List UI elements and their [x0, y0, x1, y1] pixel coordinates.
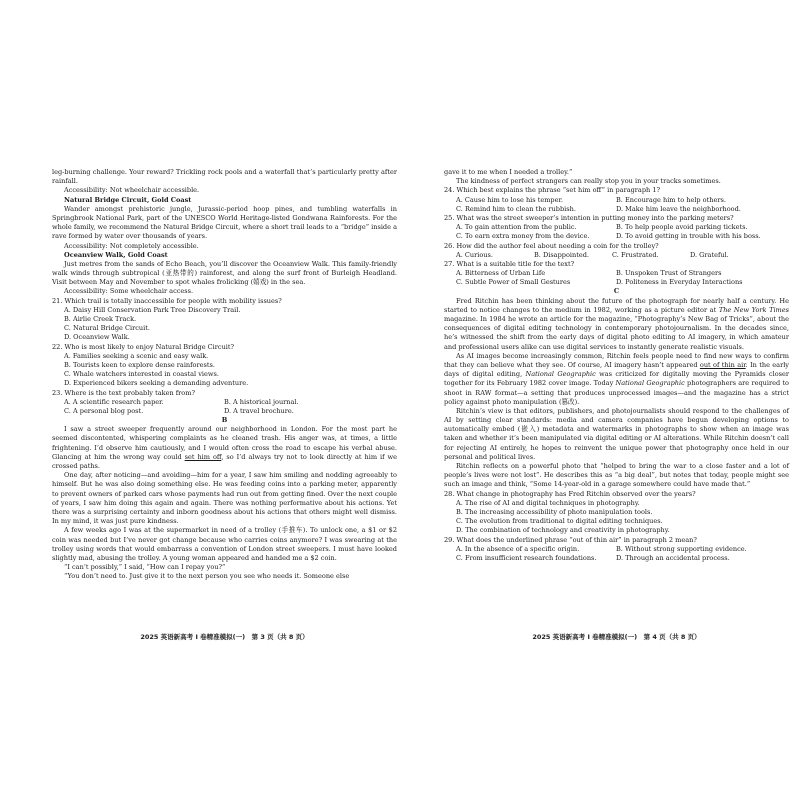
accessibility-note: Accessibility: Some wheelchair access. — [64, 287, 194, 296]
passage-b-paragraph: “I can’t possibly,” I said, “How can I repay you?” — [64, 563, 226, 572]
trail-description: Just metres from the sands of Echo Beach, you’ll discover the Oceanview Walk. This family-friendly walk winds through subtropical (亚热带的) rainforest, and along the surf front of Burleigh Headland. Visit between May and November to spot whales frolicking (嬉戏) in the sea. — [52, 259, 397, 287]
answer-option: D. Through an accidental process. — [616, 553, 730, 562]
trail-heading: Oceanview Walk, Gold Coast — [64, 250, 168, 259]
answer-option: C. The evolution from traditional to digital editing techniques. — [456, 517, 663, 526]
answer-option: B. A historical journal. — [224, 397, 299, 406]
question-26 — [444, 242, 789, 260]
answer-option: A. To gain attention from the public. — [456, 223, 577, 232]
question-21 — [52, 297, 397, 343]
answer-option: B. Encourage him to help others. — [616, 195, 726, 204]
passage-b-paragraph: “You don’t need to. Just give it to the next person you see who needs it. Someone else — [64, 572, 350, 581]
answer-option: D. Oceanview Walk. — [64, 333, 130, 342]
passage-b-paragraph: The kindness of perfect strangers can really stop you in your tracks sometimes. — [456, 177, 721, 186]
answer-option: B. To help people avoid parking tickets. — [616, 223, 748, 232]
answer-option: D. Experienced bikers seeking a demanding adventure. — [64, 379, 249, 388]
question-22 — [52, 343, 397, 389]
section-c-label: C — [613, 287, 620, 296]
left-page — [52, 168, 397, 581]
answer-option: C. Remind him to clean the rubbish. — [456, 204, 576, 213]
question-stem: 29. What does the underlined phrase “out of thin air” in paragraph 2 mean? — [444, 535, 697, 544]
answer-option: C. To earn extra money from the device. — [456, 232, 590, 241]
question-stem: 23. Where is the text probably taken from? — [52, 388, 195, 397]
accessibility-note: Accessibility: Not wheelchair accessible. — [64, 186, 200, 195]
passage-b-paragraph: I saw a street sweeper frequently around our neighborhood in London. For the most part he seemed discontented, whispering complaints as he cleaned trash. His anger was, at times, a little frightening. I’d observe him cautiously, and I would often cross the road to escape his verbal abuse. Glancing at him the wrong way could set him off, so I’d always try not to look directly at him if we crossed paths. — [52, 425, 398, 470]
answer-option: C. Subtle Power of Small Gestures — [456, 278, 571, 287]
underlined-phrase: set him off — [184, 452, 222, 461]
answer-option: C. From insufficient research foundations. — [456, 553, 597, 562]
question-stem: 24. Which best explains the phrase “set him off” in paragraph 1? — [444, 186, 660, 195]
answer-option: B. Unspoken Trust of Strangers — [616, 269, 722, 278]
answer-option: D. To avoid getting in trouble with his boss. — [616, 232, 761, 241]
answer-option: B. Without strong supporting evidence. — [616, 544, 747, 553]
right-page — [444, 168, 789, 563]
answer-option: A. In the absence of a specific origin. — [456, 544, 580, 553]
answer-option: D. Politeness in Everyday Interactions — [616, 278, 743, 287]
question-28 — [444, 490, 789, 536]
question-25 — [444, 214, 789, 242]
answer-option: C. Whale watchers interested in coastal views. — [64, 370, 219, 379]
passage-c-paragraph: Ritchin’s view is that editors, publishers, and photojournalists should respond to the challenges of AI by setting clear standards: media and camera companies have begun developing options to automatically embed (嵌入) metadata and watermarks in photographs to show when an image was taken and whether it’s been manipulated via digital editing or AI alterations. While Ritchin doesn’t call for rejecting AI entirely, he hopes to reinvent the unique power that photography once held in our personal and political lives. — [444, 406, 789, 461]
trail-description: Wander amongst prehistoric jungle, Jurassic-period hoop pines, and tumbling waterfalls in Springbrook National Park, part of the UNESCO World Heritage-listed Gondwana Rainforests. For the whole family, we recommend the Natural Bridge Circuit, where a short trail leads to a “bridge” inside a rave formed by water over thousands of years. — [52, 204, 397, 241]
answer-option: B. The increasing accessibility of photo manipulation tools. — [456, 507, 653, 516]
question-stem: 21. Which trail is totally inaccessible for people with mobility issues? — [52, 296, 282, 305]
publication-title: National Geographic — [525, 370, 596, 379]
publication-title: The New York Times — [718, 305, 789, 314]
passage-b-continuation: gave it to me when I needed a trolley.” — [444, 168, 573, 176]
passage-c-paragraph: Fred Ritchin has been thinking about the future of the photograph for nearly half a century. He started to notice changes to the medium in 1982, working as a picture editor at The New York Times magazine. In 1984 he wrote an article for the magazine, “Photography’s New Bag of Tricks”, about the consequences of digital editing technology in contemporary photojournalism. In the decades since, he’s witnessed the shift from the early days of digital photo editing to AI imagery, in which amateur and professional users alike can use digital services to instantly generate realistic visuals. — [444, 296, 789, 351]
question-stem: 22. Who is most likely to enjoy Natural Bridge Circuit? — [52, 342, 235, 351]
answer-option: A. Families seeking a scenic and easy walk. — [64, 351, 209, 360]
answer-option: B. Airlie Creek Track. — [64, 315, 137, 323]
question-stem: 26. How did the author feel about needing a coin for the trolley? — [444, 241, 659, 250]
answer-option: A. Daisy Hill Conservation Park Tree Discovery Trail. — [64, 305, 241, 314]
trail-heading: Natural Bridge Circuit, Gold Coast — [64, 195, 192, 204]
answer-option: D. A travel brochure. — [224, 406, 294, 415]
question-29 — [444, 536, 789, 564]
underlined-phrase: out of thin air — [699, 360, 746, 369]
passage-b-paragraph: One day, after noticing—and avoiding—him for a year, I saw him smiling and nodding agreeably to himself. But he was also doing something else. He was feeding coins into a parking meter, apparently to prevent owners of parked cars whose payments had run out from getting fined. Over the next couple of years, I saw him doing this again and again. There was nothing performative about his actions. Yet there was a surprising certainty and inborn goodness about his actions that others might well dismiss. In my mind, it was just pure kindness. — [52, 471, 397, 526]
answer-option: D. Grateful. — [690, 250, 729, 259]
passage-a-continuation: leg-burning challenge. Your reward? Trickling rock pools and a waterfall that’s particularly pretty after rainfall. — [52, 168, 397, 186]
answer-option: C. A personal blog post. — [64, 406, 144, 415]
section-b-label: B — [221, 416, 228, 425]
answer-option: A. Curious. — [456, 250, 493, 259]
answer-option: A. Bitterness of Urban Life — [456, 269, 546, 278]
passage-b-paragraph: A few weeks ago I was at the supermarket in need of a trolley (手推车). To unlock one, a $1 or $2 coin was needed but I’ve never got change because who carries coins anymore? I was swearing at the trolley using words that would embarrass a convention of London street sweepers. I must have looked slightly mad, abusing the trolley. A young woman appeared and handed me a $2 coin. — [52, 526, 397, 562]
answer-option: C. Frustrated. — [612, 250, 659, 259]
accessibility-note: Accessibility: Not completely accessible. — [64, 241, 199, 250]
publication-title: National Geographic — [615, 379, 685, 388]
answer-option: C. Natural Bridge Circuit. — [64, 324, 150, 333]
answer-option: B. Disappointed. — [534, 250, 589, 259]
answer-option: D. Make him leave the neighborhood. — [616, 204, 741, 213]
page-footer: 2025 英语新高考 Ⅰ 卷精准模拟(一) 第 3 页（共 8 页） — [140, 633, 309, 641]
question-stem: 28. What change in photography has Fred Ritchin observed over the years? — [444, 489, 696, 498]
page-footer: 2025 英语新高考 Ⅰ 卷精准模拟(一) 第 4 页（共 8 页） — [532, 633, 701, 641]
answer-option: A. A scientific research paper. — [64, 397, 164, 406]
answer-option: B. Tourists keen to explore dense rainforests. — [64, 360, 215, 369]
answer-option: A. The rise of AI and digital techniques in photography. — [456, 498, 640, 507]
question-27 — [444, 260, 789, 288]
passage-c-paragraph: Ritchin reflects on a powerful photo that “helped to bring the war to a close faster and a lot of people’s lives were not lost”. He describes this as “a big deal”, but notes that today, people might see such an image and think, “Some 14-year-old in a garage somewhere could have made that.” — [444, 462, 789, 489]
answer-option: A. Cause him to lose his temper. — [456, 195, 563, 204]
passage-c-paragraph: As AI images become increasingly common, Ritchin feels people need to find new ways to confirm that they can believe what they see. Of course, AI imagery hasn’t appeared out of thin air. In the early days of digital editing, National Geographic was criticized for digitally moving the Pyramids closer together for its February 1982 cover image. Today National Geographic photographers are required to shoot in RAW format—a setting that produces unprocessed images—and the magazine has a strict policy against photo manipulation (篡改). — [444, 351, 790, 406]
question-24 — [444, 186, 789, 214]
question-stem: 25. What was the street sweeper’s intention in putting money into the parking meters? — [444, 213, 734, 222]
answer-option: D. The combination of technology and creativity in photography. — [456, 526, 670, 535]
question-stem: 27. What is a suitable title for the text? — [444, 259, 575, 268]
question-23 — [52, 389, 397, 417]
